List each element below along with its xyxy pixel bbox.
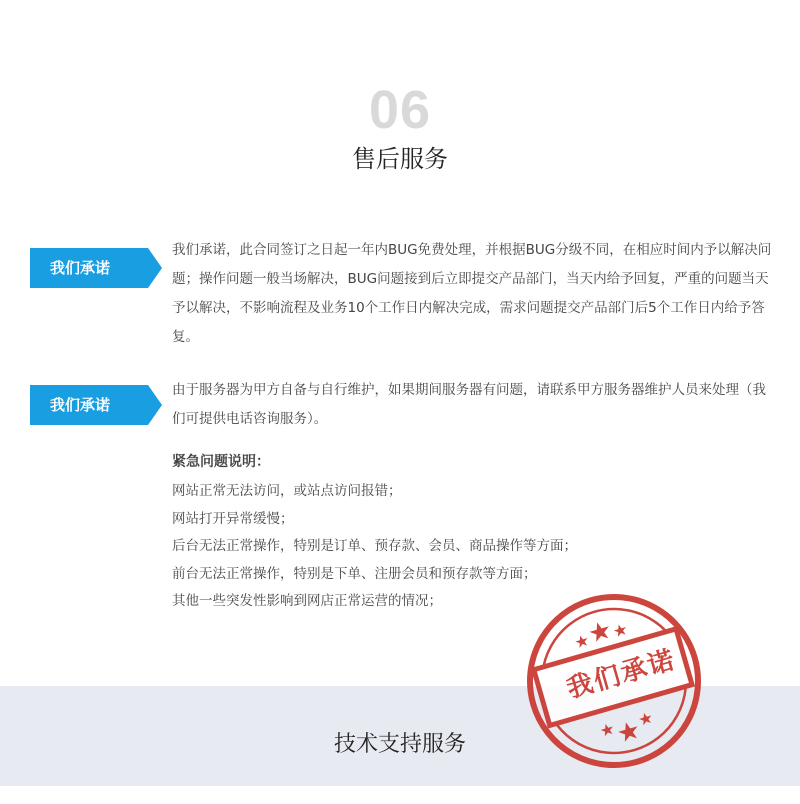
stamp-text: 我们承诺 <box>563 644 680 705</box>
footer-title: 技术支持服务 <box>333 732 466 757</box>
list-item: 前台无法正常操作，特别是下单、注册会员和预存款等方面； <box>172 565 537 582</box>
promise-tag: 我们承诺 <box>30 385 148 425</box>
promise-tag: 我们承诺 <box>30 248 148 288</box>
list-item: 其他一些突发性影响到网店正常运营的情况； <box>172 593 442 609</box>
list-item: 网站正常无法访问，或站点访问报错； <box>172 483 402 499</box>
server-paragraph: 由于服务器为甲方自备与自行维护，如果期间服务器有问题，请联系甲方服务器维护人员来处理（我们可提供电话咨询服务）。 <box>172 382 766 427</box>
section-title: 售后服务 <box>352 145 448 173</box>
list-item: 后台无法正常操作，特别是订单、预存款、会员、商品操作等方面； <box>172 538 577 554</box>
section-number: 06 <box>368 80 432 140</box>
list-item: 网站打开异常缓慢； <box>172 510 294 527</box>
promise-paragraph: 我们承诺，此合同签订之日起一年内BUG免费处理，并根据BUG分级不同，在相应时间内予以解决问题；操作问题一般当场解决，BUG问题接到后立即提交产品部门，当天内给予回复，严重的问题当天予以解决，不影响流程及业务10个工作日内解决完成，需求问题提交产品部门后5个工作日内给予答复。 <box>172 242 772 345</box>
urgent-title: 紧急问题说明： <box>172 454 270 470</box>
